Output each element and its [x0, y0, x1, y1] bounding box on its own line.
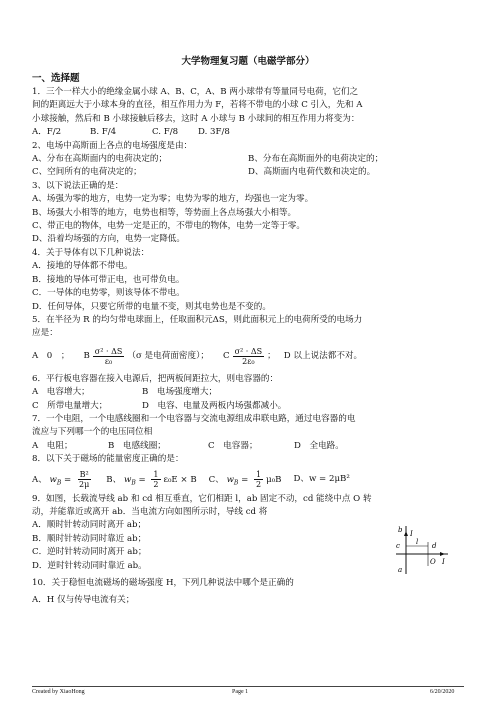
numerator: σ² · ΔS: [94, 347, 123, 357]
section-heading: 一、选择题: [32, 73, 80, 84]
option-note: ；: [267, 351, 276, 362]
label-d: d: [432, 542, 437, 550]
q6-stem: 6．平行板电容器在接入电源后，把两板间距拉大，则电容器的：: [32, 373, 279, 384]
footer-date: 6/20/2020: [430, 689, 455, 695]
option: C. F/8: [152, 127, 179, 138]
q9-line: 9．如图，长载流导线 ab 和 cd 相互垂直，它们相距 l，ab 固定不动，cd 能绕中点 O 转: [32, 493, 372, 504]
option: C 电容器；: [208, 440, 258, 451]
numerator: σ² · ΔS: [234, 347, 263, 357]
document-title: 大学物理复习题（电磁学部分）: [181, 56, 315, 67]
label-a: a: [398, 566, 403, 574]
option: C、带正电的物体，电势一定是正的，不带电的物体，电势一定等于零。: [32, 221, 305, 232]
q5-line: 应是：: [32, 328, 58, 339]
q2-options: [32, 153, 464, 166]
option: D 全电路。: [294, 440, 344, 451]
q7-line: 流应与下列哪一个的电压同位相: [32, 427, 153, 438]
fraction: $\frac{1}{2}$: [153, 469, 159, 489]
footer-rule: [32, 686, 464, 687]
option: D、沿着均场强的方向，电势一定降低。: [32, 234, 185, 245]
option: D．逆时针转动同时靠近 ab。: [32, 560, 147, 571]
option-a: A、 $w_B$ = $\frac{\text{B²}}{2\mu}$: [32, 469, 90, 489]
q4-stem: 4．关于导体有以下几种说法：: [32, 247, 150, 258]
q6-options: [32, 400, 464, 413]
option: A．接地的导体都不带电。: [32, 261, 133, 272]
option: D、高斯面内电荷代数和决定的。: [248, 167, 376, 178]
q1-options: [32, 126, 464, 139]
footer-page: Page 1: [232, 689, 249, 695]
option: B．顺时针转动同时靠近 ab；: [32, 533, 147, 544]
footer-author: Created by XiaoHong: [32, 689, 85, 695]
option-c: C、 $w_B$ = $\frac{1}{2}$ μ₀B: [208, 469, 282, 489]
fraction: [233, 347, 265, 366]
label-I: I: [410, 530, 413, 538]
option: A 电阻；: [32, 440, 73, 451]
q2-options: [32, 166, 464, 179]
fraction: [93, 347, 125, 366]
denominator: 2ε₀: [242, 357, 255, 367]
q1-line: 1．三个一样大小的绝缘金属小球 A、B、C，A、B 两小球带有等量同号电荷，它们之: [32, 87, 359, 97]
option: A 电容增大；: [32, 387, 90, 398]
label-O: O: [430, 558, 436, 566]
option: C 所带电量增大；: [32, 400, 108, 411]
q7-line: 7．一个电阻，一个电感线圈和一个电容器与交流电源组成串联电路，通过电容器的电: [32, 413, 356, 424]
option: C、空间所有的电荷决定的；: [32, 167, 142, 178]
option: B 电场强度增大；: [142, 387, 218, 398]
option-b: B、 $w_B$ = $\frac{1}{2}$ ε₀E × B: [106, 469, 197, 489]
option: C．一导体的电势零，则该导体不带电。: [32, 288, 185, 299]
q8-stem: 8．以下关于磁场的能量密度正确的是：: [32, 454, 184, 465]
wire-diagram: [392, 524, 452, 576]
option: B．接地的导体可带正电，也可带负电。: [32, 274, 185, 285]
option: B 电感线圈；: [108, 440, 166, 451]
option: C．逆时针转动同时离开 ab；: [32, 547, 147, 558]
fraction: $\frac{1}{2}$: [256, 469, 262, 489]
q7-options: [32, 440, 464, 453]
q9-line: 动，并能靠近或离开 ab．当电流方向如图所示时，导线 cd 将: [32, 506, 268, 517]
option-label: C: [223, 351, 230, 362]
option: A．H 仅与传导电流有关；: [32, 595, 135, 606]
denominator: ε₀: [104, 357, 113, 367]
option: B. F/4: [90, 127, 117, 138]
q5-options: [32, 341, 464, 373]
q6-options: [32, 386, 464, 399]
label-b: b: [398, 526, 403, 534]
label-I2: I: [442, 558, 445, 566]
option: D 以上说法都不对。: [283, 351, 363, 362]
option: A．顺时针转动同时离开 ab；: [32, 520, 147, 531]
q10-stem: 10．关于稳恒电流磁场的磁场强度 H，下列几种说法中哪个是正确的: [32, 578, 294, 588]
option: D．任何导体，只要它所带的电量不变，则其电势也是不变的。: [32, 301, 271, 312]
option: A 0 ；: [32, 351, 70, 362]
q1-line: 小球接触，然后和 B 小球接触后移去，这时 A 小球与 B 小球间的相互作用力将变为：: [32, 113, 360, 124]
option-d: D、w = 2μB²: [293, 473, 350, 484]
q3-stem: 3、以下说法正确的是：: [32, 180, 124, 191]
option-label: B: [83, 351, 90, 362]
q1-line: 间的距离远大于小球本身的直径，相互作用力为 F，若将不带电的小球 C 引入，先和 A: [32, 100, 363, 111]
q5-line: 5．在半径为 R 的均匀带电球面上，任取面积元ΔS，则此面积元上的电荷所受的电场力: [32, 314, 363, 325]
option: D. 3F/8: [198, 127, 230, 138]
label-c: c: [396, 542, 400, 550]
option: A、场强为零的地方，电势一定为零；电势为零的地方，均强也一定为零。: [32, 194, 314, 205]
option: B、场强大小相等的地方，电势也相等，等势面上各点场强大小相等。: [32, 207, 297, 218]
fraction: $\frac{\text{B²}}{2\mu}$: [79, 469, 90, 489]
option-note: （σ 是电荷面密度）；: [127, 351, 210, 362]
option: A、分布在高斯面内的电荷决定的；: [32, 154, 168, 165]
label-l: l: [416, 538, 419, 546]
option: B、分布在高斯面外的电荷决定的；: [248, 154, 384, 165]
option: D 电容、电量及两板内场强都减小。: [142, 400, 287, 411]
q8-options: [32, 467, 464, 493]
q2-stem: 2、电场中高斯面上各点的电场强度是由：: [32, 140, 193, 151]
option: A．F/2: [32, 127, 62, 138]
